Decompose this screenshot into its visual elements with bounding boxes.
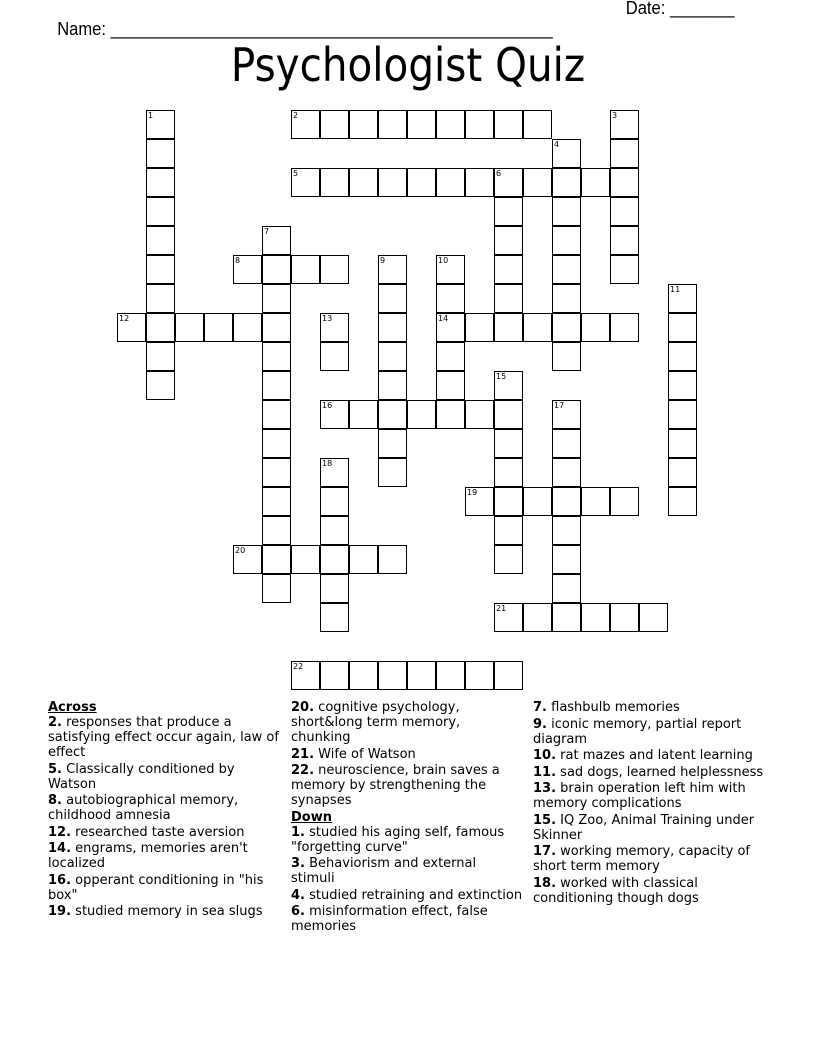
crossword-cell[interactable] xyxy=(610,255,639,284)
crossword-cell[interactable] xyxy=(378,661,407,690)
crossword-cell[interactable] xyxy=(146,168,175,197)
crossword-cell[interactable] xyxy=(146,371,175,400)
crossword-cell[interactable] xyxy=(552,342,581,371)
crossword-cell[interactable] xyxy=(378,313,407,342)
crossword-cell[interactable] xyxy=(494,197,523,226)
crossword-cell[interactable] xyxy=(494,603,523,632)
clue-across-21: 21. Wife of Watson xyxy=(291,746,416,762)
down-heading: Down xyxy=(291,809,332,825)
crossword-cell[interactable] xyxy=(610,197,639,226)
crossword-cell[interactable] xyxy=(378,429,407,458)
crossword-cell[interactable] xyxy=(378,400,407,429)
crossword-cell[interactable] xyxy=(523,487,552,516)
clue-number: 6 xyxy=(496,169,502,178)
crossword-cell[interactable] xyxy=(146,226,175,255)
clue-down-1: 1. studied his aging self, famous "forgetting curve" xyxy=(291,824,505,855)
crossword-cell[interactable] xyxy=(378,458,407,487)
crossword-cell[interactable] xyxy=(291,661,320,690)
crossword-cell[interactable] xyxy=(146,197,175,226)
clue-number: 2 xyxy=(293,111,299,120)
clue-down-15: 15. IQ Zoo, Animal Training under Skinner xyxy=(533,812,755,843)
crossword-cell[interactable] xyxy=(262,284,291,313)
crossword-cell[interactable] xyxy=(552,429,581,458)
crossword-cell[interactable] xyxy=(320,516,349,545)
clue-across-5: 5. Classically conditioned by Watson xyxy=(48,761,235,792)
clue-down-11: 11. sad dogs, learned helplessness xyxy=(533,764,764,780)
crossword-cell[interactable] xyxy=(349,110,378,139)
crossword-cell[interactable] xyxy=(262,342,291,371)
clue-number: 19 xyxy=(467,488,478,497)
crossword-cell[interactable] xyxy=(581,168,610,197)
crossword-cell[interactable] xyxy=(320,574,349,603)
crossword-cell[interactable] xyxy=(494,516,523,545)
clue-down-6: 6. misinformation effect, false memories xyxy=(291,904,488,934)
clue-across-22: 22. neuroscience, brain saves a memory by strengthening the synapses xyxy=(291,763,500,808)
crossword-cell[interactable] xyxy=(262,458,291,487)
crossword-cell[interactable] xyxy=(262,574,291,603)
crossword-cell[interactable] xyxy=(552,197,581,226)
crossword-cell[interactable] xyxy=(146,110,175,139)
crossword-cell[interactable] xyxy=(320,603,349,632)
crossword-cell[interactable] xyxy=(581,603,610,632)
crossword-cell[interactable] xyxy=(262,429,291,458)
clue-number: 20 xyxy=(235,546,246,555)
crossword-cell[interactable] xyxy=(465,487,494,516)
crossword-cell[interactable] xyxy=(668,313,697,342)
crossword-cell[interactable] xyxy=(378,342,407,371)
clue-down-10: 10. rat mazes and latent learning xyxy=(533,748,753,763)
crossword-cell[interactable] xyxy=(552,516,581,545)
crossword-cell[interactable] xyxy=(639,603,668,632)
crossword-cell[interactable] xyxy=(494,110,523,139)
crossword-cell[interactable] xyxy=(262,545,291,574)
crossword-cell[interactable] xyxy=(465,168,494,197)
date-field-label: Date: _______ xyxy=(625,0,735,18)
crossword-cell[interactable] xyxy=(494,226,523,255)
crossword-cell[interactable] xyxy=(378,545,407,574)
crossword-cell[interactable] xyxy=(610,313,639,342)
crossword-cell[interactable] xyxy=(494,487,523,516)
crossword-cell[interactable] xyxy=(494,661,523,690)
clue-number: 10 xyxy=(438,256,449,265)
crossword-cell[interactable] xyxy=(610,226,639,255)
crossword-cell[interactable] xyxy=(610,168,639,197)
crossword-cell[interactable] xyxy=(436,400,465,429)
crossword-cell[interactable] xyxy=(146,255,175,284)
crossword-cell[interactable] xyxy=(610,603,639,632)
clue-number: 11 xyxy=(670,285,681,294)
crossword-cell[interactable] xyxy=(552,603,581,632)
crossword-cell[interactable] xyxy=(320,110,349,139)
crossword-cell[interactable] xyxy=(320,342,349,371)
crossword-cell[interactable] xyxy=(378,255,407,284)
across-heading: Across xyxy=(48,700,97,715)
clue-number: 16 xyxy=(322,401,333,410)
crossword-cell[interactable] xyxy=(668,284,697,313)
crossword-cell[interactable] xyxy=(668,458,697,487)
crossword-cell[interactable] xyxy=(320,458,349,487)
clue-down-3: 3. Behaviorism and external stimuli xyxy=(291,856,477,886)
crossword-grid xyxy=(117,110,717,710)
crossword-cell[interactable] xyxy=(291,255,320,284)
crossword-cell[interactable] xyxy=(349,168,378,197)
crossword-cell[interactable] xyxy=(146,313,175,342)
clue-across-19: 19. studied memory in sea slugs xyxy=(48,904,263,919)
crossword-cell[interactable] xyxy=(552,255,581,284)
clue-number: 13 xyxy=(322,314,333,323)
clue-number: 9 xyxy=(380,256,386,265)
crossword-cell[interactable] xyxy=(204,313,233,342)
crossword-cell[interactable] xyxy=(523,110,552,139)
crossword-cell[interactable] xyxy=(523,168,552,197)
clue-across-12: 12. researched taste aversion xyxy=(48,824,245,840)
crossword-cell[interactable] xyxy=(552,400,581,429)
crossword-cell[interactable] xyxy=(175,313,204,342)
crossword-cell[interactable] xyxy=(494,400,523,429)
crossword-cell[interactable] xyxy=(436,313,465,342)
page-title: Psychologist Quiz xyxy=(230,38,586,92)
clue-number: 8 xyxy=(235,256,241,265)
crossword-cell[interactable] xyxy=(552,284,581,313)
clue-number: 7 xyxy=(264,227,270,236)
clue-down-13: 13. brain operation left him with memory complications xyxy=(533,781,746,811)
crossword-cell[interactable] xyxy=(668,487,697,516)
crossword-cell[interactable] xyxy=(494,458,523,487)
crossword-cell[interactable] xyxy=(436,371,465,400)
crossword-cell[interactable] xyxy=(494,545,523,574)
crossword-cell[interactable] xyxy=(349,545,378,574)
crossword-cell[interactable] xyxy=(378,371,407,400)
crossword-cell[interactable] xyxy=(465,110,494,139)
name-field-label: Name: ________________________________________________ xyxy=(57,19,553,39)
crossword-cell[interactable] xyxy=(320,661,349,690)
crossword-cell[interactable] xyxy=(523,313,552,342)
crossword-cell[interactable] xyxy=(552,545,581,574)
crossword-cell[interactable] xyxy=(494,429,523,458)
crossword-cell[interactable] xyxy=(465,400,494,429)
crossword-cell[interactable] xyxy=(320,545,349,574)
clue-down-17: 17. working memory, capacity of short term memory xyxy=(533,844,750,874)
crossword-cell[interactable] xyxy=(552,313,581,342)
crossword-cell[interactable] xyxy=(494,255,523,284)
clue-number: 17 xyxy=(554,401,565,410)
crossword-cell[interactable] xyxy=(552,574,581,603)
crossword-cell[interactable] xyxy=(494,313,523,342)
crossword-cell[interactable] xyxy=(291,168,320,197)
crossword-cell[interactable] xyxy=(262,400,291,429)
crossword-cell[interactable] xyxy=(233,255,262,284)
crossword-cell[interactable] xyxy=(291,110,320,139)
crossword-cell[interactable] xyxy=(349,661,378,690)
crossword-cell[interactable] xyxy=(552,226,581,255)
crossword-cell[interactable] xyxy=(610,139,639,168)
crossword-cell[interactable] xyxy=(494,168,523,197)
clue-across-16: 16. opperant conditioning in "his box" xyxy=(48,872,264,903)
crossword-cell[interactable] xyxy=(291,545,320,574)
clue-down-4: 4. studied retraining and extinction xyxy=(291,887,523,903)
crossword-cell[interactable] xyxy=(349,400,378,429)
crossword-cell[interactable] xyxy=(262,516,291,545)
crossword-cell[interactable] xyxy=(407,110,436,139)
crossword-cell[interactable] xyxy=(552,458,581,487)
crossword-cell[interactable] xyxy=(262,313,291,342)
crossword-cell[interactable] xyxy=(262,255,291,284)
crossword-cell[interactable] xyxy=(436,342,465,371)
crossword-cell[interactable] xyxy=(233,545,262,574)
clue-number: 3 xyxy=(612,111,618,120)
crossword-cell[interactable] xyxy=(146,342,175,371)
crossword-cell[interactable] xyxy=(465,661,494,690)
crossword-cell[interactable] xyxy=(262,487,291,516)
crossword-cell[interactable] xyxy=(668,371,697,400)
clue-number: 15 xyxy=(496,372,507,381)
crossword-cell[interactable] xyxy=(610,110,639,139)
crossword-cell[interactable] xyxy=(581,313,610,342)
clue-down-18: 18. worked with classical conditioning though dogs xyxy=(533,875,699,906)
clue-number: 14 xyxy=(438,314,449,323)
crossword-cell[interactable] xyxy=(668,429,697,458)
crossword-cell[interactable] xyxy=(552,139,581,168)
crossword-cell[interactable] xyxy=(668,342,697,371)
clue-across-8: 8. autobiographical memory, childhood amnesia xyxy=(48,793,239,823)
clue-number: 21 xyxy=(496,604,507,613)
clues-column-1 xyxy=(48,700,280,921)
crossword-cell[interactable] xyxy=(436,661,465,690)
crossword-cell[interactable] xyxy=(146,284,175,313)
crossword-cell[interactable] xyxy=(610,487,639,516)
clue-across-20: 20. cognitive psychology, short&long term memory, chunking xyxy=(291,700,461,745)
crossword-cell[interactable] xyxy=(146,139,175,168)
crossword-cell[interactable] xyxy=(668,400,697,429)
crossword-cell[interactable] xyxy=(407,400,436,429)
crossword-cell[interactable] xyxy=(523,603,552,632)
crossword-cell[interactable] xyxy=(378,168,407,197)
crossword-cell[interactable] xyxy=(407,168,436,197)
crossword-cell[interactable] xyxy=(320,487,349,516)
crossword-cell[interactable] xyxy=(494,371,523,400)
clue-number: 22 xyxy=(293,662,304,671)
clue-across-2: 2. responses that produce a satisfying effect occur again, law of effect xyxy=(48,715,279,760)
crossword-cell[interactable] xyxy=(378,284,407,313)
clue-across-14: 14. engrams, memories aren't localized xyxy=(48,841,248,871)
crossword-cell[interactable] xyxy=(378,110,407,139)
clue-number: 5 xyxy=(293,169,299,178)
crossword-cell[interactable] xyxy=(320,168,349,197)
crossword-cell[interactable] xyxy=(465,313,494,342)
crossword-cell[interactable] xyxy=(581,487,610,516)
crossword-cell[interactable] xyxy=(117,313,146,342)
clue-down-7: 7. flashbulb memories xyxy=(533,700,680,715)
crossword-cell[interactable] xyxy=(233,313,262,342)
crossword-cell[interactable] xyxy=(436,110,465,139)
crossword-cell[interactable] xyxy=(320,400,349,429)
crossword-cell[interactable] xyxy=(552,487,581,516)
crossword-cell[interactable] xyxy=(320,255,349,284)
crossword-cell[interactable] xyxy=(407,661,436,690)
crossword-cell[interactable] xyxy=(436,168,465,197)
crossword-cell[interactable] xyxy=(436,255,465,284)
clue-number: 12 xyxy=(119,314,130,323)
crossword-cell[interactable] xyxy=(262,371,291,400)
crossword-cell[interactable] xyxy=(320,313,349,342)
clues-column-2 xyxy=(291,700,523,936)
crossword-cell[interactable] xyxy=(494,284,523,313)
clue-number: 1 xyxy=(148,111,154,120)
clue-number: 4 xyxy=(554,140,560,149)
crossword-cell[interactable] xyxy=(436,284,465,313)
clue-number: 18 xyxy=(322,459,333,468)
clue-down-9: 9. iconic memory, partial report diagram xyxy=(533,716,742,747)
crossword-cell[interactable] xyxy=(262,226,291,255)
clues-column-3 xyxy=(533,700,765,907)
crossword-cell[interactable] xyxy=(552,168,581,197)
